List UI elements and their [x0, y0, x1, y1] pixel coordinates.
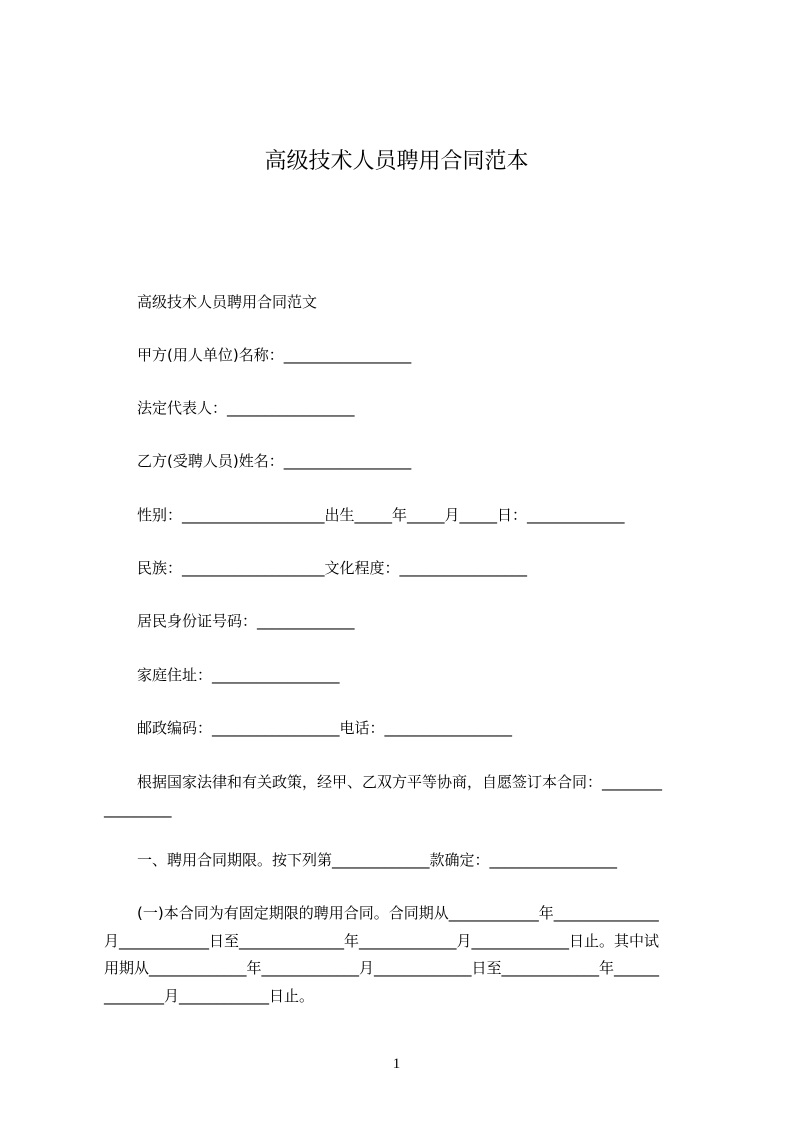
id-number-field: 居民身份证号码：_____________: [137, 612, 355, 630]
subtitle: 高级技术人员聘用合同范文: [137, 293, 318, 311]
legal-representative-field: 法定代表人：_________________: [137, 399, 355, 417]
agreement-paragraph-cont: _________: [104, 800, 172, 818]
home-address-field: 家庭住址：_________________: [137, 666, 340, 684]
clause-1-line-2: 月____________日至______________年_____________月_____________日止。其中试: [104, 932, 660, 950]
page-number: 1: [392, 1056, 401, 1072]
section-1-heading: 一、聘用合同期限。按下列第_____________款确定：_________________: [137, 851, 618, 869]
postcode-phone-field: 邮政编码：_________________电话：_________________: [137, 719, 513, 737]
document-title: 高级技术人员聘用合同范本: [264, 149, 529, 174]
clause-1-line-4: ________月____________日止。: [104, 987, 315, 1005]
clause-1-line-1: (一)本合同为有固定期限的聘用合同。合同期从____________年______________: [137, 904, 659, 922]
party-b-name-field: 乙方(受聘人员)姓名：_________________: [137, 452, 412, 470]
gender-birth-field: 性别：___________________出生_____年_____月_____日：_____________: [137, 506, 625, 524]
clause-1-line-3: 用期从_____________年_____________月_____________日至_____________年______: [104, 959, 660, 977]
ethnicity-education-field: 民族：___________________文化程度：_________________: [137, 559, 528, 577]
party-a-name-field: 甲方(用人单位)名称：_________________: [137, 346, 412, 364]
agreement-paragraph: 根据国家法律和有关政策，经甲、乙双方平等协商，自愿签订本合同：________: [137, 773, 663, 791]
